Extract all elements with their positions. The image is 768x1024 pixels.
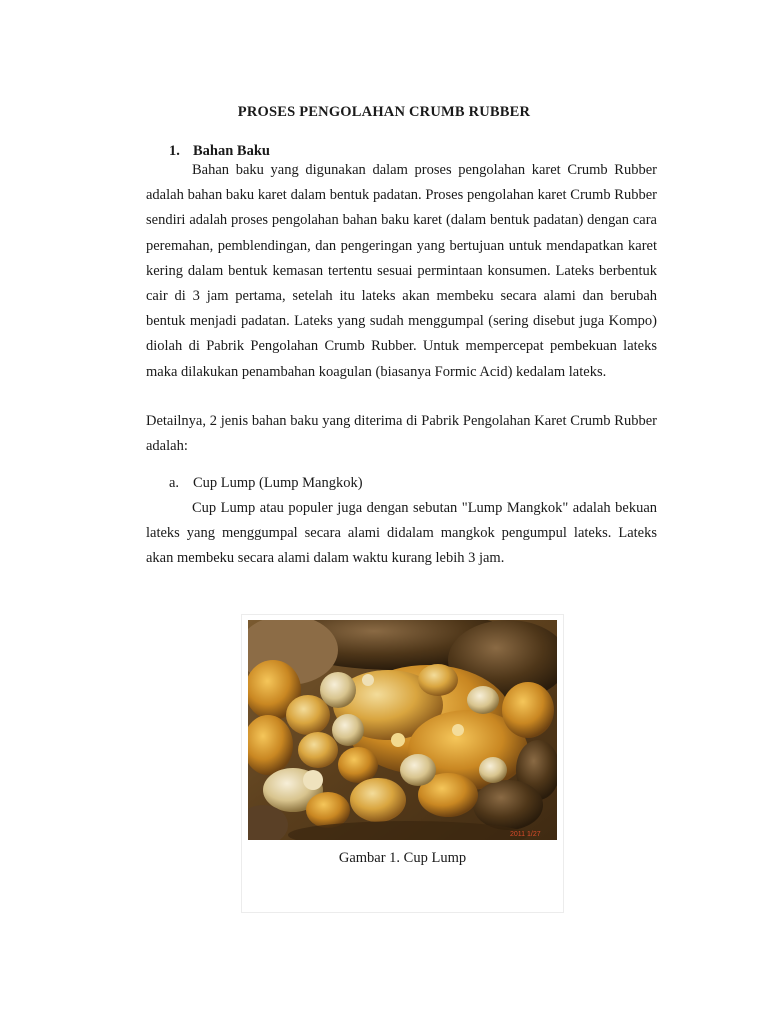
section-paragraph-2: Detailnya, 2 jenis bahan baku yang diterima di Pabrik Pengolahan Karet Crumb Rubber adalah: [146, 413, 657, 455]
figure-caption: Gambar 1. Cup Lump [338, 850, 467, 866]
cup-lump-photo [248, 620, 557, 840]
section-paragraph-1: Bahan baku yang digunakan dalam proses pengolahan karet Crumb Rubber adalah bahan baku karet dalam bentuk padatan. Proses pengolahan karet Crumb Rubber sendiri adalah proses pengolahan bahan baku karet (dalam bentuk padatan) dengan cara peremahan, pemblendingan, dan pengeringan yang bertujuan untuk mendapatkan karet kering dalam bentuk kemasan tertentu sesuai permintaan konsumen. Lateks berbentuk cair di 3 jam pertama, setelah itu lateks akan membeku secara alami dan berubah bentuk menjadi padatan. Lateks yang sudah menggumpal (sering disebut juga Kompo) diolah di Pabrik Pengolahan Crumb Rubber. Untuk mempercepat pembekuan lateks maka dilakukan penambahan koagulan (biasanya Formic Acid) kedalam lateks. [146, 162, 657, 380]
section-heading-text: Bahan Baku [193, 143, 270, 159]
document-title: PROSES PENGOLAHAN CRUMB RUBBER [237, 104, 531, 120]
subsection-heading [169, 475, 363, 492]
svg-text:2011 1/27: 2011 1/27 [510, 831, 541, 838]
subsection-letter: a. [169, 475, 180, 491]
cup-lump-image [248, 620, 557, 840]
subsection-heading-text: Cup Lump (Lump Mangkok) [193, 475, 363, 491]
figure [241, 614, 564, 913]
subsection-paragraph: Cup Lump atau populer juga dengan sebutan "Lump Mangkok" adalah bekuan lateks yang menggumpal secara alami didalam mangkok pengumpul lateks. Lateks akan membeku secara alami dalam waktu kurang lebih 3 jam. [146, 500, 657, 567]
section-number: 1. [169, 143, 180, 159]
